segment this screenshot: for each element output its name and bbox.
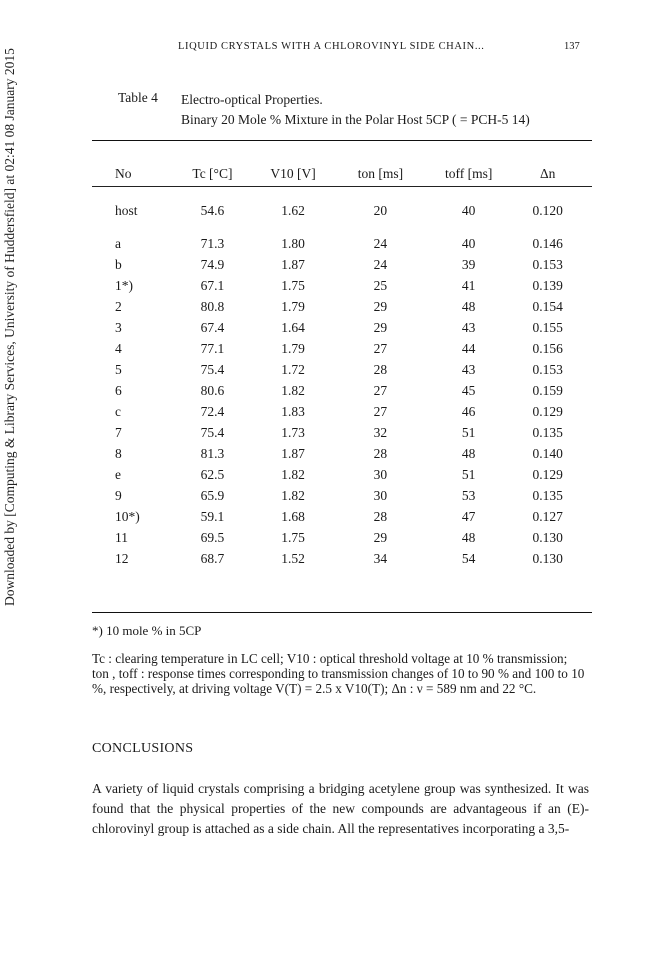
table-cell: 29: [373, 529, 388, 545]
table-cell: 0.153: [532, 361, 563, 377]
properties-table: [92, 164, 592, 569]
table-cell: 10*): [115, 508, 140, 524]
row-spacer: [92, 221, 592, 233]
table-cell: 69.5: [200, 529, 225, 545]
table-cell: 24: [373, 235, 388, 251]
spacer-cell: [92, 221, 592, 233]
table-cell: 80.8: [200, 298, 225, 314]
table-cell: e: [115, 466, 121, 482]
table-header-row: [92, 164, 592, 184]
table-cell: 1*): [115, 277, 133, 293]
table-cell: 67.4: [200, 319, 225, 335]
table-cell: 48: [461, 445, 476, 461]
table-cell: 1.52: [281, 550, 305, 566]
table-cell: 48: [461, 529, 476, 545]
running-head: LIQUID CRYSTALS WITH A CHLOROVINYL SIDE CHAIN...: [178, 41, 485, 52]
table-cell: 30: [373, 466, 388, 482]
table-cell: 1.68: [281, 508, 305, 524]
table-cell: 9: [115, 487, 122, 503]
table-title: [181, 90, 530, 130]
table-cell: 75.4: [200, 361, 225, 377]
table-cell: 0.153: [532, 256, 563, 272]
table-cell: 44: [461, 340, 476, 356]
table-cell: 1.82: [281, 487, 305, 503]
table-cell: 29: [373, 298, 388, 314]
table-row: [92, 200, 592, 221]
table-cell: 62.5: [200, 466, 225, 482]
table-cell: 0.120: [532, 202, 563, 218]
table-cell: 45: [461, 382, 476, 398]
table-cell: 0.135: [532, 487, 563, 503]
table-cell: 1.64: [281, 319, 305, 335]
table-cell: 1.82: [281, 382, 305, 398]
table-cell: 0.154: [532, 298, 563, 314]
table-cell: 28: [373, 445, 388, 461]
table-cell: c: [115, 403, 121, 419]
table-notes: Tc : clearing temperature in LC cell; V10 : optical threshold voltage at 10 % transmission; ton , toff : response times corresponding to transmission changes of 10 to 90 % and 100 to 10 %, respectively, at driving voltage V(T) = 2.5 x V10(T); Δn : ν = 589 nm and 22 °C.: [92, 651, 585, 696]
table-cell: 43: [461, 319, 476, 335]
table-cell: 1.87: [281, 256, 305, 272]
table-row: [92, 527, 592, 548]
table-cell: 4: [115, 340, 122, 356]
table-cell: 54: [461, 550, 476, 566]
table-row: [92, 506, 592, 527]
table-cell: 74.9: [200, 256, 225, 272]
table-cell: 6: [115, 382, 122, 398]
table-cell: 67.1: [200, 277, 225, 293]
table-row: [92, 275, 592, 296]
table-cell: 25: [373, 277, 388, 293]
table-cell: 65.9: [200, 487, 225, 503]
table-cell: 8: [115, 445, 122, 461]
table-cell: 0.129: [532, 466, 563, 482]
table-cell: 68.7: [200, 550, 225, 566]
table-cell: 7: [115, 424, 122, 440]
table-cell: 1.83: [281, 403, 305, 419]
download-watermark: Downloaded by [Computing & Library Services, University of Huddersfield] at 02:41 08 January 2015: [2, 48, 17, 606]
table-row: [92, 548, 592, 569]
table-cell: 72.4: [200, 403, 225, 419]
table-row: [92, 317, 592, 338]
table-cell: 40: [461, 202, 476, 218]
table-row: [92, 359, 592, 380]
table-title-line1: Electro-optical Properties.: [181, 92, 323, 107]
table-row: [92, 296, 592, 317]
column-header: No: [115, 166, 132, 181]
table-cell: 1.80: [281, 235, 305, 251]
table-row: [92, 338, 592, 359]
table-cell: 12: [115, 550, 129, 566]
column-header: V10 [V]: [270, 166, 316, 181]
table-cell: 1.79: [281, 298, 305, 314]
table-cell: 27: [373, 340, 388, 356]
table-cell: 0.135: [532, 424, 563, 440]
table-cell: 11: [115, 529, 128, 545]
table-cell: 53: [461, 487, 476, 503]
table-cell: 1.82: [281, 466, 305, 482]
table-cell: 39: [461, 256, 476, 272]
table-cell: 32: [373, 424, 388, 440]
table-cell: 0.140: [532, 445, 563, 461]
table-cell: 29: [373, 319, 388, 335]
table-row: [92, 254, 592, 275]
column-header: ton [ms]: [357, 166, 404, 181]
table-cell: 1.72: [281, 361, 305, 377]
table-cell: 27: [373, 403, 388, 419]
table-cell: 1.75: [281, 529, 305, 545]
table-cell: 0.155: [532, 319, 563, 335]
table-cell: 34: [373, 550, 388, 566]
table-top-rule: [92, 140, 592, 141]
table-cell: 1.87: [281, 445, 305, 461]
spacer-cell: [92, 184, 592, 200]
table-cell: 81.3: [200, 445, 225, 461]
table-cell: 20: [373, 202, 388, 218]
table-cell: 1.73: [281, 424, 305, 440]
table-cell: 1.79: [281, 340, 305, 356]
table-cell: 47: [461, 508, 476, 524]
table-row: [92, 443, 592, 464]
section-heading: CONCLUSIONS: [92, 741, 194, 756]
column-header: toff [ms]: [444, 166, 493, 181]
table-row: [92, 380, 592, 401]
table-cell: 71.3: [200, 235, 225, 251]
table-cell: a: [115, 235, 121, 251]
table-cell: 51: [461, 466, 476, 482]
table-row: [92, 422, 592, 443]
table-cell: 48: [461, 298, 476, 314]
table-cell: 28: [373, 361, 388, 377]
table-bottom-rule: [92, 612, 592, 613]
body-paragraph: A variety of liquid crystals comprising a bridging acetylene group was synthesized. It was found that the physical properties of the new compounds are advantageous if an (E)-chlorovinyl group is attached as a side chain. All the representatives incorporating a 3,5-: [92, 781, 589, 836]
table-cell: 0.146: [532, 235, 563, 251]
table-row: [92, 464, 592, 485]
table-cell: 77.1: [200, 340, 225, 356]
table-cell: 43: [461, 361, 476, 377]
table-cell: 75.4: [200, 424, 225, 440]
table-cell: 5: [115, 361, 122, 377]
table-cell: 24: [373, 256, 388, 272]
column-header: Δn: [539, 166, 556, 181]
table-cell: 1.75: [281, 277, 305, 293]
table-row: [92, 401, 592, 422]
table-row: [92, 233, 592, 254]
page-number: 137: [564, 41, 580, 52]
table-cell: 41: [461, 277, 476, 293]
table-cell: 46: [461, 403, 476, 419]
table-cell: 0.156: [532, 340, 563, 356]
table-cell: 2: [115, 298, 122, 314]
table-footnote: *) 10 mole % in 5CP: [92, 623, 202, 638]
table-cell: 54.6: [200, 202, 225, 218]
table-cell: 0.130: [532, 529, 563, 545]
table-cell: 0.129: [532, 403, 563, 419]
table-cell: 0.139: [532, 277, 563, 293]
table-cell: 40: [461, 235, 476, 251]
table-cell: 51: [461, 424, 476, 440]
table-cell: 3: [115, 319, 122, 335]
table-row: [92, 485, 592, 506]
table-cell: b: [115, 256, 122, 272]
table-title-line2: Binary 20 Mole % Mixture in the Polar Host 5CP ( = PCH-5 14): [181, 112, 530, 127]
table-cell: 0.159: [532, 382, 563, 398]
table-label: Table 4: [118, 90, 158, 105]
table-cell: 59.1: [200, 508, 225, 524]
table-cell: host: [115, 202, 138, 218]
table-cell: 1.62: [281, 202, 305, 218]
table-cell: 0.127: [532, 508, 563, 524]
table-cell: 0.130: [532, 550, 563, 566]
table-cell: 80.6: [200, 382, 225, 398]
table-cell: 30: [373, 487, 388, 503]
column-header: Tc [°C]: [192, 166, 233, 181]
row-spacer: [92, 184, 592, 200]
table-cell: 27: [373, 382, 388, 398]
table-cell: 28: [373, 508, 388, 524]
